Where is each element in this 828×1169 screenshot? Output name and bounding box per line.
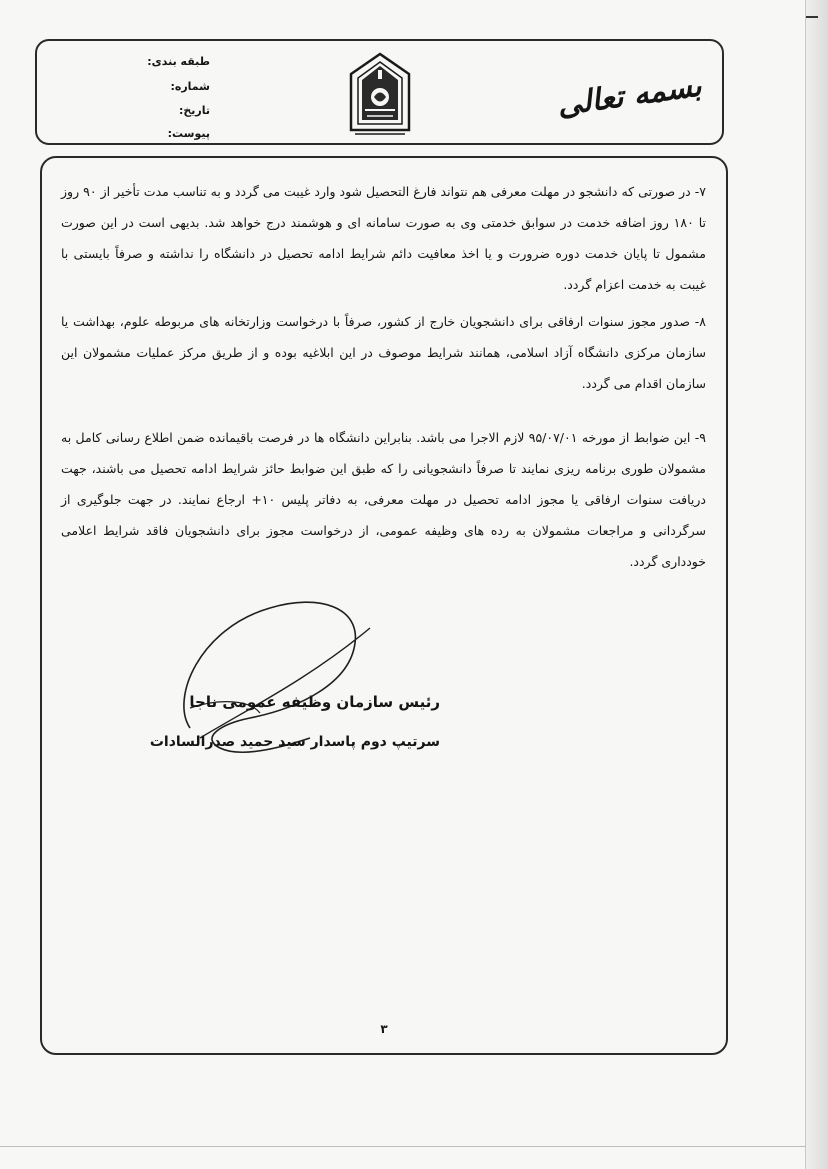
police-emblem-icon [347, 52, 413, 138]
paragraph-8: ۸- صدور مجوز سنوات ارفاقی برای دانشجویان خارج از کشور، صرفاً با درخواست وزارتخانه های مربوطه علوم، بهداشت یا سازمان مرکزی دانشگاه آزاد اسلامی، همانند شرایط موصوف در این ابلاغیه بوده و از طریق مرکز عملیات مشمولان این سازمان اقدام می گردد. [61, 314, 706, 391]
number-label: شماره: [170, 80, 210, 93]
signatory-title: رئیس سازمان وظیفه عمومی ناجا [189, 693, 440, 711]
paragraph-9: ۹- این ضوابط از مورخه ۹۵/۰۷/۰۱ لازم الاجرا می باشد. بنابراین دانشگاه ها در فرصت باقیمانده ضمن اطلاع رسانی کامل به مشمولان طوری برنامه ریزی نمایند تا صرفاً دانشجویانی را که طبق این ضوابط حائز شرایط ادامه تحصیل می باشند، جهت دریافت سنوات ارفاقی یا مجوز ادامه تحصیل در مهلت معرفی، به دفاتر پلیس ۱۰+ ارجاع نمایند. در جهت جلوگیری از سرگردانی و مراجعات مشمولان به رده های وظیفه عمومی، از درخواست مجوز برای دانشجویان فاقد شرایط اعلامی خودداری گردد. [61, 430, 706, 569]
signatory-name: سرتیپ دوم پاسدار سید حمید صدرالسادات [149, 734, 440, 750]
scan-mark [806, 16, 818, 18]
basmala-heading: بسمه تعالی [555, 68, 704, 124]
letterhead [35, 39, 724, 145]
paragraph-7: ۷- در صورتی که دانشجو در مهلت معرفی هم نتواند فارغ التحصیل شود وارد غیبت می گردد و به تناسب مدت تأخیر از ۹۰ روز تا ۱۸۰ روز اضافه خدمت در سوابق خدمتی وی به صورت سامانه ای و هوشمند درج خواهد شد. بدیهی است در این صورت مشمول تا پایان خدمت دوره ضرورت و یا اخذ معافیت دائم شرایط ادامه تحصیل در دانشگاه را نداشته و صرفاً بایستی با غیبت به خدمت اعزام گردد. [61, 184, 706, 292]
page-number: ۳ [380, 1022, 388, 1036]
classification-label: طبقه بندی: [147, 55, 210, 68]
scan-line [0, 1146, 806, 1147]
scanner-edge [805, 0, 828, 1169]
attachment-label: پیوست: [167, 127, 210, 140]
date-label: تاریخ: [178, 104, 210, 117]
